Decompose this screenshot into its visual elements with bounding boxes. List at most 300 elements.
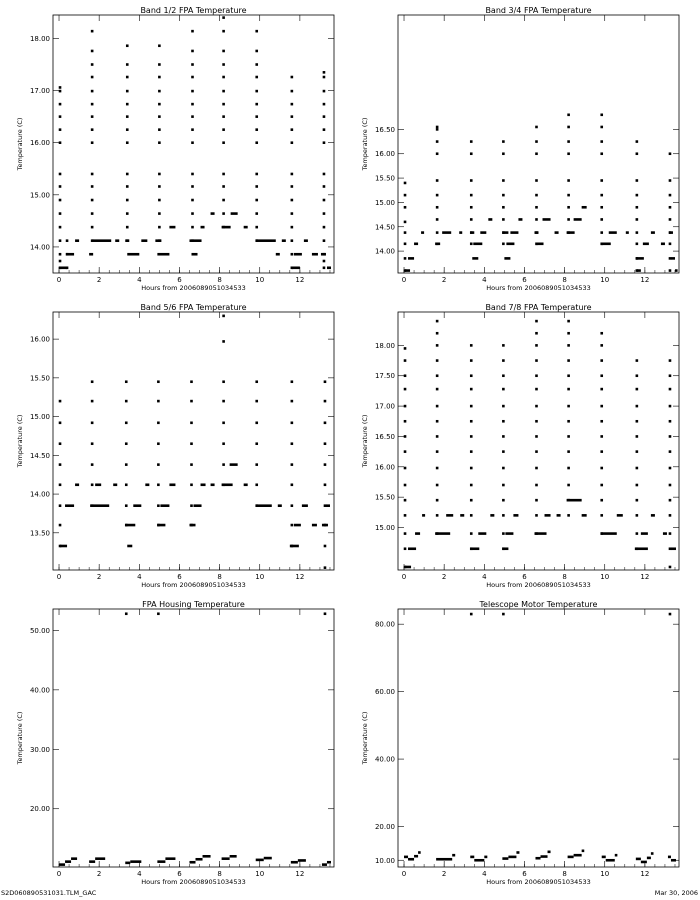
data-point bbox=[404, 514, 407, 517]
data-point bbox=[255, 115, 258, 118]
data-run bbox=[641, 532, 648, 535]
data-point bbox=[158, 141, 161, 144]
data-point bbox=[191, 76, 194, 79]
data-point bbox=[59, 185, 62, 188]
chart-svg bbox=[0, 297, 345, 592]
data-point bbox=[404, 257, 407, 260]
data-point bbox=[323, 173, 326, 176]
data-point bbox=[91, 463, 94, 466]
data-run bbox=[256, 859, 264, 862]
data-run bbox=[157, 524, 165, 527]
data-point bbox=[91, 50, 94, 53]
data-point bbox=[636, 374, 639, 377]
data-point bbox=[59, 103, 62, 106]
x-tick-label: 4 bbox=[482, 573, 487, 581]
data-point bbox=[567, 420, 570, 423]
x-tick-label: 4 bbox=[482, 870, 487, 878]
data-point bbox=[502, 374, 505, 377]
data-point bbox=[567, 344, 570, 347]
data-point bbox=[91, 128, 94, 131]
data-run bbox=[290, 545, 299, 548]
data-point bbox=[291, 400, 294, 403]
y-tick-label: 16.00 bbox=[374, 150, 395, 159]
data-point bbox=[636, 450, 639, 453]
y-tick-label: 15.00 bbox=[374, 524, 395, 533]
data-run bbox=[322, 524, 328, 527]
data-point bbox=[222, 212, 225, 215]
data-point bbox=[470, 435, 473, 438]
data-point bbox=[59, 260, 62, 263]
data-point bbox=[404, 359, 407, 362]
data-run bbox=[418, 851, 421, 854]
data-run bbox=[480, 231, 486, 234]
data-run bbox=[294, 524, 301, 527]
chart-title: Band 7/8 FPA Temperature bbox=[485, 303, 592, 312]
data-run bbox=[671, 859, 676, 862]
x-tick-label: 12 bbox=[295, 870, 305, 878]
data-point bbox=[470, 359, 473, 362]
data-run bbox=[327, 861, 331, 864]
data-point bbox=[157, 612, 160, 615]
data-run bbox=[502, 857, 508, 860]
data-point bbox=[255, 226, 258, 229]
y-tick-label: 17.50 bbox=[374, 372, 395, 381]
data-run bbox=[282, 239, 286, 242]
data-point bbox=[126, 63, 129, 66]
data-point bbox=[404, 499, 407, 502]
data-run bbox=[291, 861, 298, 864]
data-point bbox=[567, 388, 570, 391]
x-tick-label: 10 bbox=[600, 870, 610, 878]
data-run bbox=[230, 463, 238, 466]
data-point bbox=[636, 206, 639, 209]
x-tick-label: 4 bbox=[137, 276, 142, 284]
data-point bbox=[157, 400, 160, 403]
data-run bbox=[626, 231, 629, 234]
data-run bbox=[473, 242, 482, 245]
data-point bbox=[59, 86, 62, 89]
data-run bbox=[211, 212, 215, 215]
data-run bbox=[278, 504, 282, 507]
data-point bbox=[291, 380, 294, 383]
data-run bbox=[671, 547, 676, 550]
data-point bbox=[502, 420, 505, 423]
data-point bbox=[404, 182, 407, 185]
data-point bbox=[436, 152, 439, 155]
data-point bbox=[404, 194, 407, 197]
x-tick-label: 2 bbox=[96, 573, 102, 581]
data-point bbox=[600, 420, 603, 423]
data-point bbox=[158, 44, 161, 47]
data-point bbox=[191, 63, 194, 66]
data-point bbox=[436, 179, 439, 182]
data-run bbox=[292, 266, 300, 269]
data-run bbox=[321, 253, 326, 256]
panel-fpa-housing bbox=[0, 594, 345, 889]
data-point bbox=[291, 463, 294, 466]
data-point bbox=[567, 359, 570, 362]
data-run bbox=[534, 532, 546, 535]
data-run bbox=[535, 857, 540, 860]
data-point bbox=[436, 435, 439, 438]
data-point bbox=[436, 332, 439, 335]
data-run bbox=[65, 860, 71, 863]
data-point bbox=[125, 612, 128, 615]
panel-band12 bbox=[0, 0, 345, 295]
data-point bbox=[190, 421, 193, 424]
data-run bbox=[668, 856, 671, 859]
data-point bbox=[255, 90, 258, 93]
data-point bbox=[535, 194, 538, 197]
data-point bbox=[535, 499, 538, 502]
data-run bbox=[322, 863, 327, 866]
data-run bbox=[133, 504, 141, 507]
data-point bbox=[91, 173, 94, 176]
data-point bbox=[404, 405, 407, 408]
data-run bbox=[194, 504, 202, 507]
data-point bbox=[323, 141, 326, 144]
data-point bbox=[126, 90, 129, 93]
data-point bbox=[567, 374, 570, 377]
data-run bbox=[535, 242, 543, 245]
data-point bbox=[324, 504, 327, 507]
data-point bbox=[669, 450, 672, 453]
x-tick-label: 6 bbox=[177, 276, 182, 284]
data-run bbox=[436, 858, 452, 861]
y-axis-label: Temperature (C) bbox=[16, 117, 24, 171]
x-tick-label: 12 bbox=[295, 276, 305, 284]
data-point bbox=[157, 380, 160, 383]
plot-frame bbox=[53, 609, 334, 867]
data-point bbox=[255, 103, 258, 106]
data-point bbox=[323, 90, 326, 93]
data-run bbox=[609, 231, 617, 234]
data-point bbox=[502, 532, 505, 535]
x-tick-label: 10 bbox=[255, 870, 265, 878]
data-point bbox=[567, 218, 570, 221]
data-run bbox=[567, 499, 582, 502]
data-point bbox=[158, 173, 161, 176]
panel-band34 bbox=[345, 0, 690, 295]
data-point bbox=[125, 463, 128, 466]
data-point bbox=[125, 483, 128, 486]
x-tick-label: 12 bbox=[640, 573, 650, 581]
data-point bbox=[59, 128, 62, 131]
data-point bbox=[324, 612, 327, 615]
data-point bbox=[255, 212, 258, 215]
plot-frame bbox=[53, 15, 334, 273]
data-point bbox=[91, 421, 94, 424]
data-run bbox=[203, 855, 211, 858]
data-point bbox=[157, 442, 160, 445]
data-point bbox=[291, 141, 294, 144]
y-tick-label: 16.00 bbox=[374, 463, 395, 472]
data-run bbox=[601, 242, 611, 245]
data-point bbox=[535, 405, 538, 408]
data-run bbox=[414, 855, 418, 858]
data-point bbox=[404, 388, 407, 391]
data-run bbox=[405, 566, 411, 569]
data-run bbox=[294, 253, 302, 256]
data-point bbox=[323, 128, 326, 131]
data-point bbox=[191, 226, 194, 229]
data-run bbox=[452, 854, 455, 857]
data-point bbox=[91, 380, 94, 383]
data-point bbox=[636, 179, 639, 182]
chart-title: FPA Housing Temperature bbox=[142, 600, 245, 609]
data-point bbox=[324, 483, 327, 486]
data-run bbox=[89, 253, 93, 256]
data-point bbox=[291, 128, 294, 131]
data-point bbox=[535, 152, 538, 155]
data-point bbox=[600, 450, 603, 453]
x-axis-label: Hours from 2006089051034533 bbox=[486, 581, 591, 589]
data-run bbox=[459, 231, 462, 234]
data-point bbox=[291, 199, 294, 202]
x-tick-label: 6 bbox=[522, 573, 527, 581]
data-point bbox=[404, 484, 407, 487]
x-tick-label: 12 bbox=[640, 276, 650, 284]
data-point bbox=[470, 152, 473, 155]
data-point bbox=[323, 212, 326, 215]
data-point bbox=[291, 442, 294, 445]
chart-svg bbox=[0, 594, 345, 889]
plot-frame bbox=[398, 312, 679, 570]
x-axis-label: Hours from 2006089051034533 bbox=[141, 581, 246, 589]
data-point bbox=[636, 359, 639, 362]
data-point bbox=[291, 226, 294, 229]
data-point bbox=[436, 420, 439, 423]
data-run bbox=[635, 547, 648, 550]
data-run bbox=[196, 858, 203, 861]
x-tick-label: 12 bbox=[295, 573, 305, 581]
data-point bbox=[669, 257, 672, 260]
data-run bbox=[502, 231, 508, 234]
data-point bbox=[191, 199, 194, 202]
data-point bbox=[255, 442, 258, 445]
data-point bbox=[59, 463, 62, 466]
data-point bbox=[669, 566, 672, 569]
data-point bbox=[291, 253, 294, 256]
data-point bbox=[190, 380, 193, 383]
chart-title: Band 5/6 FPA Temperature bbox=[140, 303, 247, 312]
data-point bbox=[59, 504, 62, 507]
data-point bbox=[600, 359, 603, 362]
data-point bbox=[600, 344, 603, 347]
chart-svg bbox=[345, 297, 690, 592]
data-point bbox=[191, 185, 194, 188]
plot-frame bbox=[398, 15, 679, 273]
data-run bbox=[92, 239, 111, 242]
data-point bbox=[404, 374, 407, 377]
data-point bbox=[436, 467, 439, 470]
y-tick-label: 30.00 bbox=[29, 745, 50, 754]
data-point bbox=[600, 231, 603, 234]
data-run bbox=[478, 532, 486, 535]
data-point bbox=[59, 253, 62, 256]
footer-date: Mar 30, 2006 bbox=[654, 889, 698, 897]
data-run bbox=[617, 514, 623, 517]
data-point bbox=[255, 173, 258, 176]
data-point bbox=[567, 435, 570, 438]
data-point bbox=[567, 140, 570, 143]
data-run bbox=[661, 242, 665, 245]
data-run bbox=[191, 253, 197, 256]
data-point bbox=[222, 90, 225, 93]
data-point bbox=[91, 63, 94, 66]
data-run bbox=[141, 239, 147, 242]
data-point bbox=[222, 380, 225, 383]
data-point bbox=[157, 421, 160, 424]
data-point bbox=[436, 374, 439, 377]
chart-svg bbox=[345, 0, 690, 295]
data-run bbox=[244, 226, 248, 229]
data-point bbox=[158, 115, 161, 118]
data-point bbox=[255, 50, 258, 53]
x-tick-label: 10 bbox=[600, 276, 610, 284]
data-point bbox=[600, 435, 603, 438]
x-tick-label: 10 bbox=[600, 573, 610, 581]
data-point bbox=[323, 103, 326, 106]
y-tick-label: 60.00 bbox=[374, 688, 395, 697]
data-point bbox=[404, 532, 407, 535]
y-axis-label: Temperature (C) bbox=[16, 711, 24, 765]
data-point bbox=[404, 242, 407, 245]
data-run bbox=[71, 857, 77, 860]
data-point bbox=[222, 173, 225, 176]
data-run bbox=[75, 239, 79, 242]
y-tick-label: 16.00 bbox=[29, 139, 50, 148]
data-point bbox=[125, 504, 128, 507]
data-point bbox=[636, 405, 639, 408]
data-point bbox=[669, 218, 672, 221]
data-point bbox=[535, 374, 538, 377]
data-point bbox=[324, 400, 327, 403]
data-point bbox=[502, 152, 505, 155]
data-run bbox=[59, 863, 65, 866]
data-point bbox=[600, 179, 603, 182]
data-run bbox=[508, 856, 516, 859]
y-tick-label: 15.00 bbox=[29, 191, 50, 200]
data-point bbox=[126, 185, 129, 188]
data-point bbox=[502, 194, 505, 197]
data-point bbox=[126, 173, 129, 176]
data-run bbox=[541, 855, 548, 858]
data-point bbox=[436, 388, 439, 391]
data-run bbox=[155, 239, 161, 242]
data-run bbox=[446, 514, 453, 517]
footer-filename: S2D060890531031.TLM_GAC bbox=[1, 889, 97, 897]
data-point bbox=[291, 483, 294, 486]
data-point bbox=[535, 218, 538, 221]
data-point bbox=[436, 231, 439, 234]
data-point bbox=[669, 374, 672, 377]
data-run bbox=[90, 504, 109, 507]
data-point bbox=[190, 504, 193, 507]
data-point bbox=[291, 173, 294, 176]
data-point bbox=[255, 30, 258, 33]
data-point bbox=[636, 152, 639, 155]
data-point bbox=[59, 239, 62, 242]
y-tick-label: 15.00 bbox=[29, 413, 50, 422]
data-run bbox=[641, 861, 647, 864]
data-point bbox=[255, 421, 258, 424]
data-point bbox=[636, 388, 639, 391]
data-point bbox=[255, 483, 258, 486]
data-point bbox=[436, 450, 439, 453]
data-point bbox=[502, 206, 505, 209]
data-point bbox=[158, 103, 161, 106]
data-run bbox=[513, 514, 518, 517]
data-point bbox=[535, 450, 538, 453]
data-point bbox=[255, 380, 258, 383]
data-point bbox=[535, 467, 538, 470]
data-run bbox=[663, 532, 667, 535]
data-run bbox=[484, 856, 487, 859]
x-tick-label: 4 bbox=[137, 573, 142, 581]
data-point bbox=[126, 199, 129, 202]
data-point bbox=[535, 126, 538, 129]
data-point bbox=[636, 194, 639, 197]
data-run bbox=[442, 231, 451, 234]
data-point bbox=[324, 463, 327, 466]
data-point bbox=[91, 442, 94, 445]
data-point bbox=[158, 128, 161, 131]
data-point bbox=[324, 442, 327, 445]
data-run bbox=[189, 239, 201, 242]
data-point bbox=[222, 50, 225, 53]
data-point bbox=[91, 400, 94, 403]
data-point bbox=[291, 103, 294, 106]
data-point bbox=[600, 206, 603, 209]
data-run bbox=[264, 857, 272, 860]
data-run bbox=[505, 532, 513, 535]
x-tick-label: 0 bbox=[401, 276, 407, 284]
data-point bbox=[470, 514, 473, 517]
data-point bbox=[126, 212, 129, 215]
data-point bbox=[636, 231, 639, 234]
data-point bbox=[535, 484, 538, 487]
data-point bbox=[470, 484, 473, 487]
data-run bbox=[408, 257, 414, 260]
data-run bbox=[298, 859, 306, 862]
data-point bbox=[535, 179, 538, 182]
data-point bbox=[404, 450, 407, 453]
data-run bbox=[127, 253, 139, 256]
data-point bbox=[502, 435, 505, 438]
data-point bbox=[59, 199, 62, 202]
data-point bbox=[567, 484, 570, 487]
data-point bbox=[255, 400, 258, 403]
data-point bbox=[502, 514, 505, 517]
data-point bbox=[191, 103, 194, 106]
data-point bbox=[669, 532, 672, 535]
x-tick-label: 6 bbox=[522, 276, 527, 284]
x-tick-label: 4 bbox=[482, 276, 487, 284]
data-run bbox=[490, 514, 494, 517]
data-run bbox=[95, 857, 105, 860]
data-point bbox=[323, 260, 326, 263]
data-point bbox=[535, 332, 538, 335]
y-tick-label: 14.00 bbox=[29, 490, 50, 499]
data-point bbox=[323, 239, 326, 242]
data-run bbox=[568, 856, 574, 859]
plot-frame bbox=[398, 609, 679, 867]
data-point bbox=[669, 467, 672, 470]
data-run bbox=[165, 857, 175, 860]
data-point bbox=[600, 152, 603, 155]
data-point bbox=[436, 514, 439, 517]
